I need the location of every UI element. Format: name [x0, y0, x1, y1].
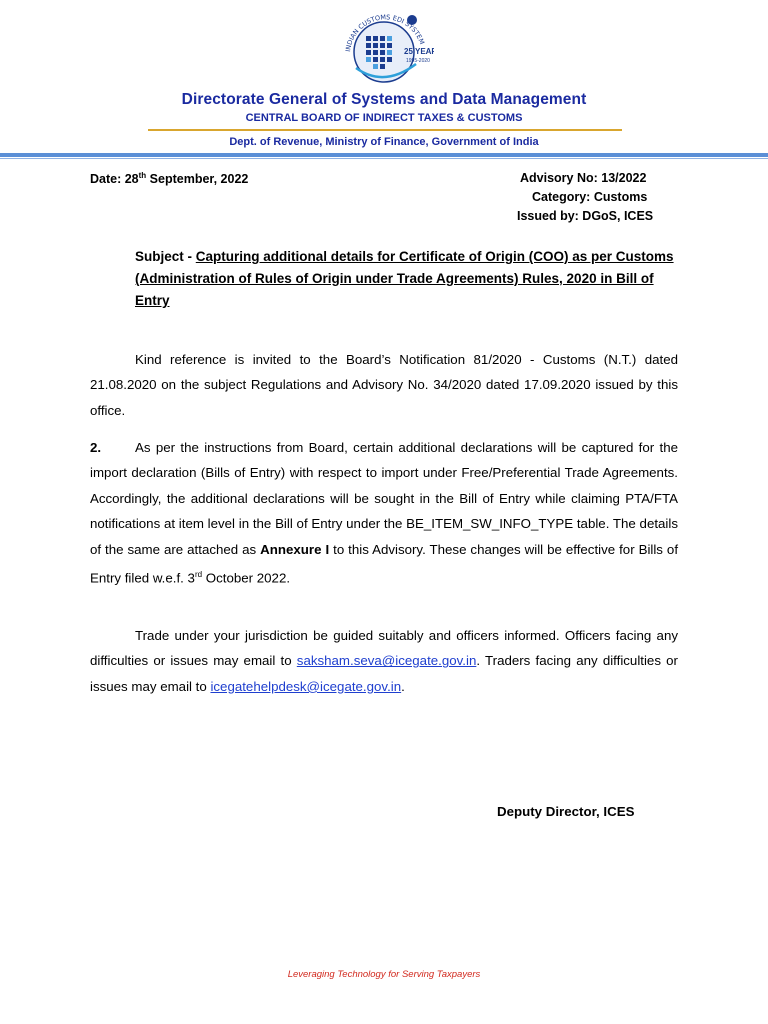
- footer-tagline: Leveraging Technology for Serving Taxpayers: [287, 969, 481, 980]
- paragraph-3: Trade under your jurisdiction be guided suitably and officers informed. Officers facing any difficulties or issues may email to saksham.seva@icegate.gov.in. Traders facing any difficulties or issues may email to icegatehelpdesk@icegate.gov.in.: [90, 628, 678, 694]
- paragraph-1: Kind reference is invited to the Board’s Notification 81/2020 - Customs (N.T.) dated 21.08.2020 on the subject Regulations and Advisory No. 34/2020 dated 17.09.2020 issued by this office.: [90, 352, 678, 418]
- advisory-number: Advisory No: 13/2022: [520, 171, 647, 185]
- paragraph-2: 2. As per the instructions from Board, certain additional declarations will be captured for the import declaration (Bills of Entry) with respect to import under Free/Preferential Trade Agreements. Accordingly, the additional declarations will be sought in the Bill of Entry while claiming PTA/FTA notifications at item level in the Bill of Entry under the BE_ITEM_SW_INFO_TYPE table. The details of the same are attached as Annexure I to this Advisory. These changes will be effective for Bills of Entry filed w.e.f. 3rd October 2022.: [90, 440, 679, 586]
- logo-ring-text: INDIAN CUSTOMS EDI SYSTEM: [344, 13, 426, 53]
- department-line: Dept. of Revenue, Ministry of Finance, Government of India: [229, 136, 539, 148]
- advisory-category: Category: Customs: [532, 190, 648, 204]
- logo-anniversary: 25 YEA: [404, 47, 432, 56]
- subject: Subject - Capturing additional details for Certificate of Origin (COO) as per Customs (Administration of Rules of Origin under Trade Agreements) Rules, 2020 in Bill of Entry: [135, 249, 674, 308]
- header-rule: [0, 153, 768, 157]
- org-subtitle: CENTRAL BOARD OF INDIRECT TAXES & CUSTOMS: [245, 112, 523, 124]
- signature: Deputy Director, ICES: [497, 804, 635, 819]
- advisory-date: Date: 28th September, 2022: [90, 171, 249, 187]
- org-title: Directorate General of Systems and Data Management: [181, 91, 587, 108]
- advisory-issued-by: Issued by: DGoS, ICES: [517, 209, 654, 223]
- header-rule-thin: [0, 158, 768, 159]
- globe-icon: [336, 6, 434, 90]
- annexure-ref: Annexure I: [260, 541, 330, 557]
- email-link-helpdesk[interactable]: icegatehelpdesk@icegate.gov.in: [210, 678, 402, 694]
- logo-years: 1995-2020: [406, 58, 430, 64]
- header-divider: [148, 129, 622, 131]
- icegate-25-years-logo: [336, 6, 434, 90]
- email-link-saksham[interactable]: saksham.seva@icegate.gov.in: [296, 653, 477, 669]
- subject-text: Capturing additional details for Certificate of Origin (COO) as per Customs (Administration of Rules of Origin under Trade Agreements) Rules, 2020 in Bill of Entry: [135, 249, 674, 308]
